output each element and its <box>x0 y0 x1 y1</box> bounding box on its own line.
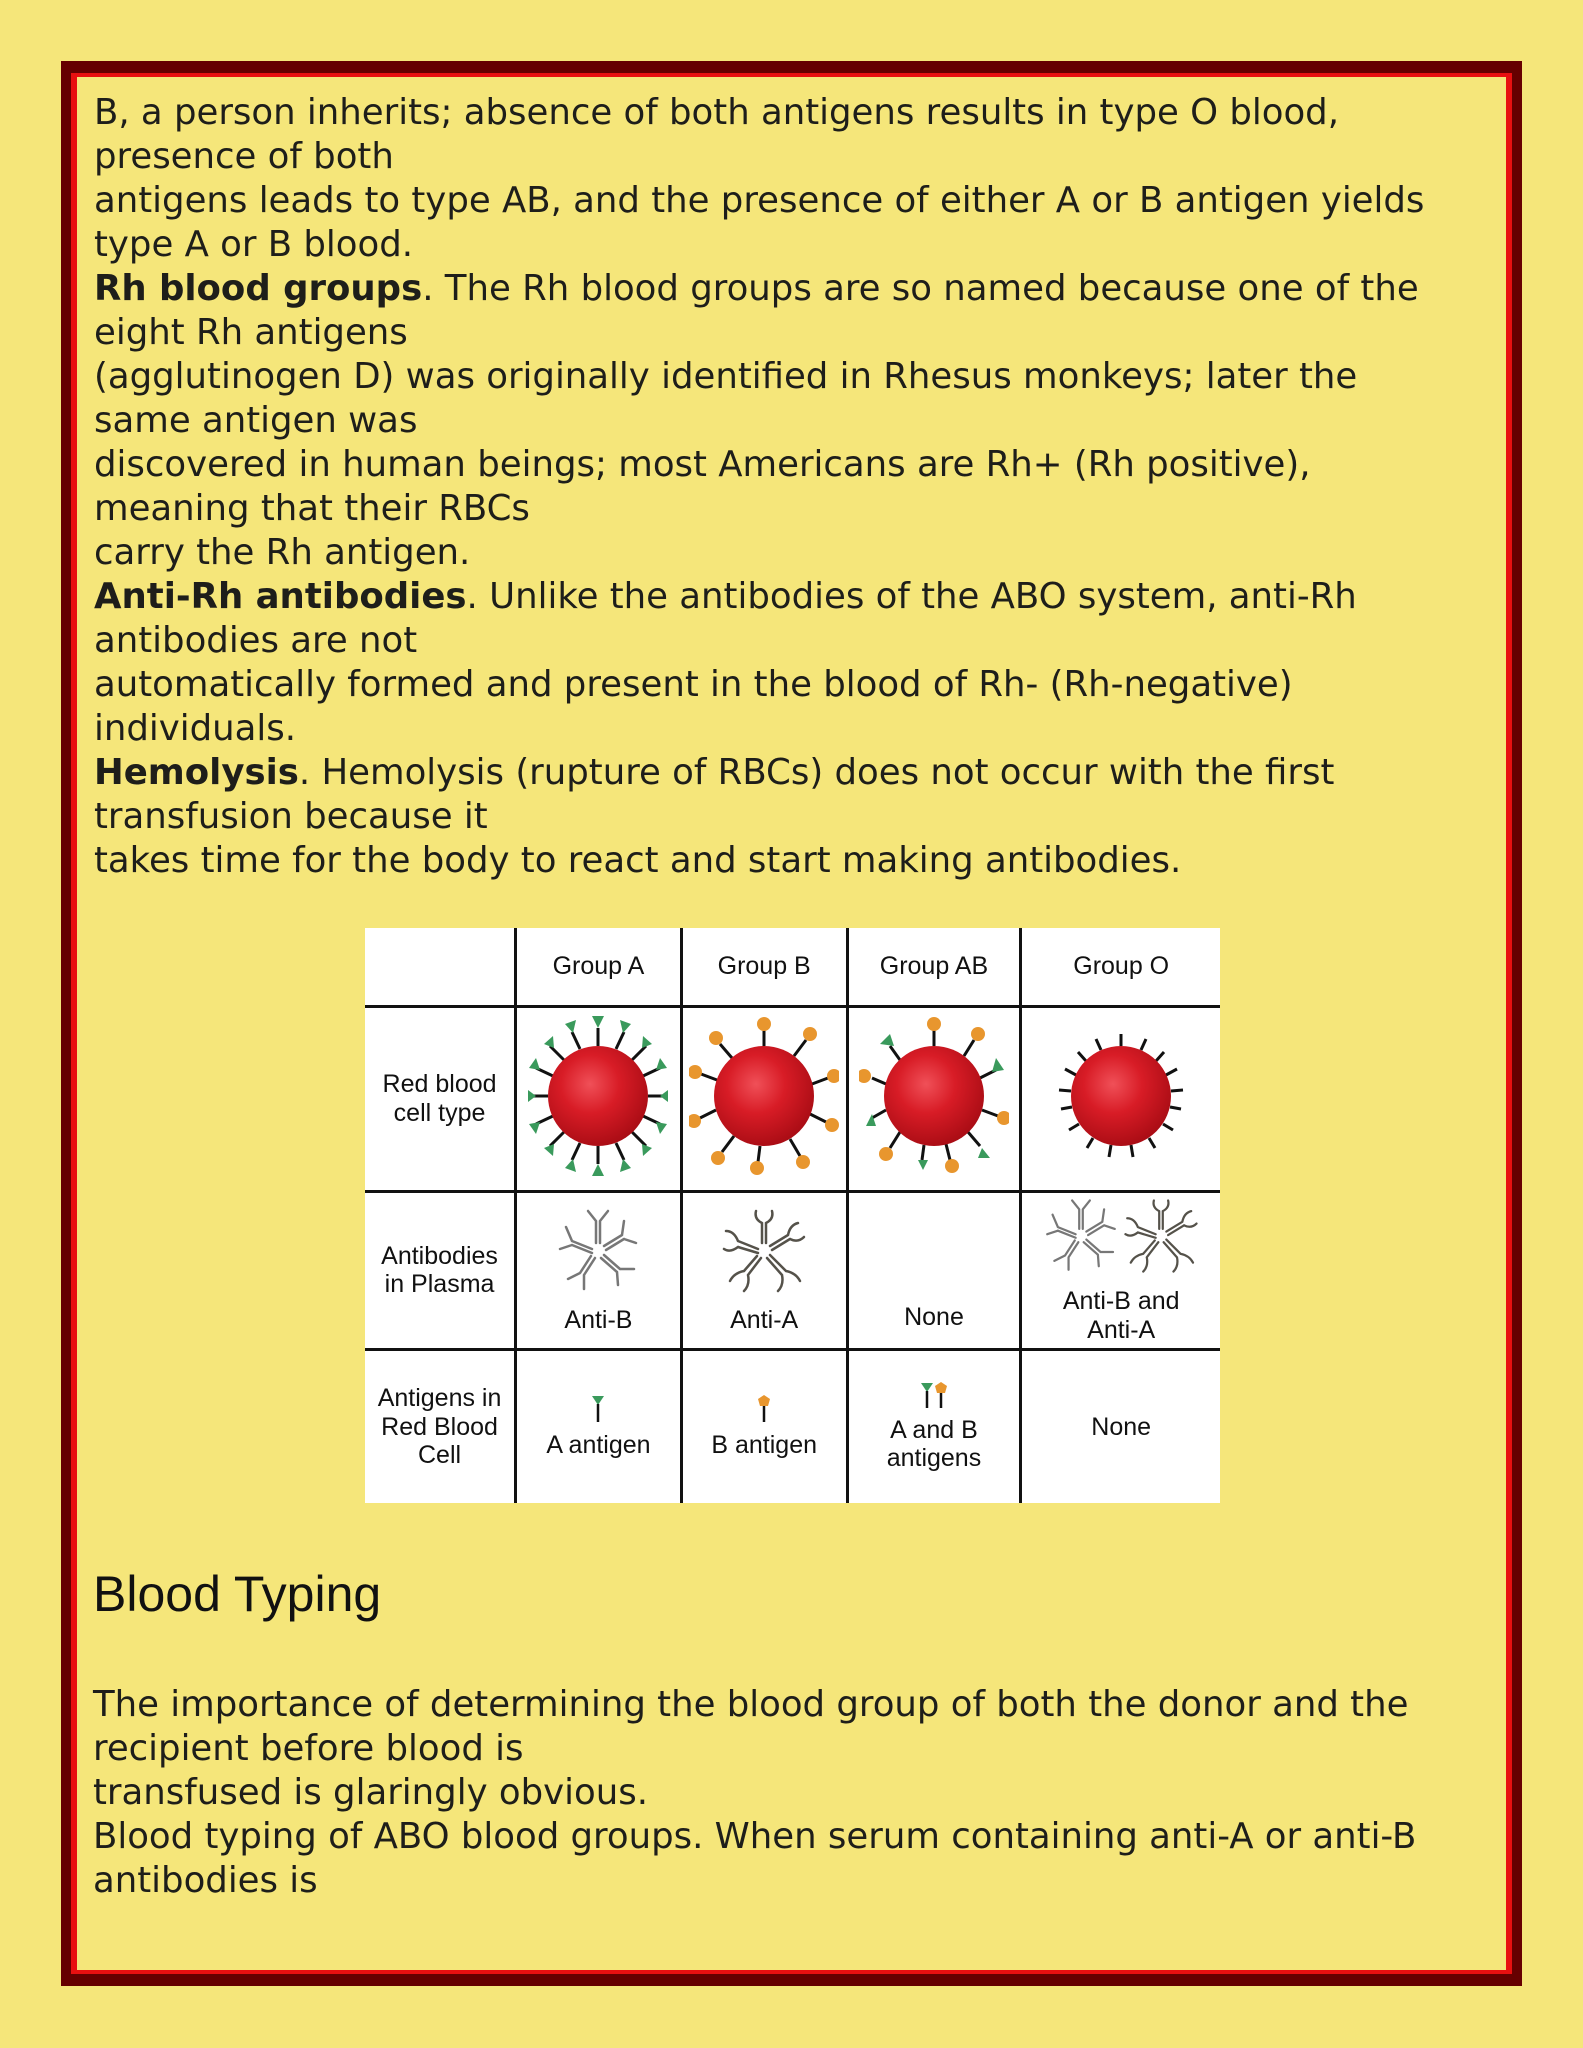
antibody-label-none: None <box>904 1303 964 1332</box>
text-line: antigens leads to type AB, and the presence of either A or B antigen yields <box>94 180 1425 221</box>
antibody-group-b-cell <box>681 1191 847 1349</box>
abo-table <box>365 928 1220 1503</box>
antigen-label-a: A antigen <box>546 1431 651 1460</box>
label-line: Anti-A <box>1087 1315 1156 1344</box>
text-line: automatically formed and present in the blood of Rh- (Rh-negative) <box>94 664 1293 705</box>
text-line: transfusion because it <box>94 796 488 837</box>
antibody-label-anti-b-and-anti-a <box>1022 1287 1220 1345</box>
text-line: meaning that their RBCs <box>94 488 530 529</box>
table-row-antigens <box>365 1350 1220 1503</box>
row-label-rbc-type <box>365 1007 516 1192</box>
term-hemolysis: Hemolysis <box>94 752 299 793</box>
b-antigen-icon <box>754 1394 774 1424</box>
antibody-label-anti-b: Anti-B <box>564 1306 633 1335</box>
abo-blood-group-figure <box>365 928 1220 1503</box>
label-line: Anti-B and <box>1062 1287 1180 1316</box>
table-row-antibodies <box>365 1191 1220 1349</box>
paragraph-abo-inheritance <box>94 91 1489 267</box>
top-text-block <box>94 91 1489 883</box>
text-line: carry the Rh antigen. <box>94 532 471 573</box>
rbc-b-antigen-icon <box>689 1011 839 1181</box>
row-label-antibodies <box>365 1191 516 1349</box>
anti-a-antibody-icon <box>719 1206 809 1296</box>
label-line: A and B <box>890 1415 978 1444</box>
header-group-ab: Group AB <box>847 928 1021 1007</box>
paragraph-rh-blood-groups <box>94 267 1489 575</box>
antigen-label-b: B antigen <box>711 1431 817 1460</box>
rbc-group-a-cell <box>516 1007 682 1192</box>
antigen-group-ab-cell <box>847 1350 1021 1503</box>
label-line: Antigens in <box>377 1383 502 1412</box>
paragraph-anti-rh <box>94 575 1489 751</box>
rbc-a-and-b-antigen-icon <box>859 1011 1009 1181</box>
table-row-rbc-type <box>365 1007 1220 1192</box>
label-line: Antibodies <box>381 1241 498 1270</box>
label-line: Red Blood <box>381 1412 498 1441</box>
paragraph-blood-typing <box>93 1683 1505 1903</box>
blood-typing-text <box>93 1683 1505 1903</box>
header-group-b: Group B <box>681 928 847 1007</box>
antigen-label-a-and-b <box>849 1416 1020 1474</box>
label-line: in Plasma <box>384 1270 495 1299</box>
anti-a-antibody-icon <box>1121 1196 1201 1276</box>
label-line: Cell <box>418 1441 462 1470</box>
anti-b-antibody-icon <box>553 1206 643 1296</box>
anti-b-antibody-icon <box>1041 1196 1121 1276</box>
text-line: eight Rh antigens <box>94 312 408 353</box>
rbc-group-o-cell <box>1021 1007 1220 1192</box>
text-line: type A or B blood. <box>94 224 414 265</box>
text-line: discovered in human beings; most Americans are Rh+ (Rh positive), <box>94 444 1311 485</box>
text-line: (agglutinogen D) was originally identified in Rhesus monkeys; later the <box>94 356 1358 397</box>
text-line: antibodies is <box>93 1860 318 1901</box>
antibody-group-ab-cell <box>847 1191 1021 1349</box>
label-line: cell type <box>393 1098 486 1127</box>
paragraph-hemolysis <box>94 751 1489 883</box>
header-empty <box>365 928 516 1007</box>
text-line: B, a person inherits; absence of both antigens results in type O blood, <box>94 92 1339 133</box>
label-line: Red blood <box>382 1070 497 1099</box>
header-group-a: Group A <box>516 928 682 1007</box>
text-line: transfused is glaringly obvious. <box>93 1772 648 1813</box>
term-rh-blood-groups: Rh blood groups <box>94 268 423 309</box>
text-line: . Hemolysis (rupture of RBCs) does not occur with the first <box>298 752 1335 793</box>
text-line: . The Rh blood groups are so named because one of the <box>422 268 1419 309</box>
table-header-row <box>365 928 1220 1007</box>
antibody-group-a-cell <box>516 1191 682 1349</box>
antigen-group-o-cell: None <box>1021 1350 1220 1503</box>
a-and-b-antigen-icon <box>917 1381 951 1409</box>
a-antigen-icon <box>588 1394 608 1424</box>
text-line: recipient before blood is <box>93 1728 524 1769</box>
antibody-group-o-cell <box>1021 1191 1220 1349</box>
rbc-group-b-cell <box>681 1007 847 1192</box>
antigen-group-a-cell <box>516 1350 682 1503</box>
rbc-no-antigen-icon <box>1046 1011 1196 1181</box>
text-line: takes time for the body to react and start making antibodies. <box>94 840 1182 881</box>
text-line: . Unlike the antibodies of the ABO system, anti-Rh <box>466 576 1357 617</box>
text-line: individuals. <box>94 708 297 749</box>
section-heading-blood-typing: Blood Typing <box>93 1566 382 1622</box>
text-line: presence of both <box>94 136 394 177</box>
rbc-group-ab-cell <box>847 1007 1021 1192</box>
text-line: antibodies are not <box>94 620 418 661</box>
row-label-antigens <box>365 1350 516 1503</box>
text-line: The importance of determining the blood group of both the donor and the <box>93 1684 1409 1725</box>
label-line: antigens <box>886 1444 982 1473</box>
term-anti-rh-antibodies: Anti-Rh antibodies <box>94 576 467 617</box>
text-line: same antigen was <box>94 400 418 441</box>
antigen-group-b-cell <box>681 1350 847 1503</box>
header-group-o: Group O <box>1021 928 1220 1007</box>
rbc-a-antigen-icon <box>523 1011 673 1181</box>
antibody-label-anti-a: Anti-A <box>730 1306 799 1335</box>
text-line: Blood typing of ABO blood groups. When serum containing anti-A or anti-B <box>93 1816 1417 1857</box>
